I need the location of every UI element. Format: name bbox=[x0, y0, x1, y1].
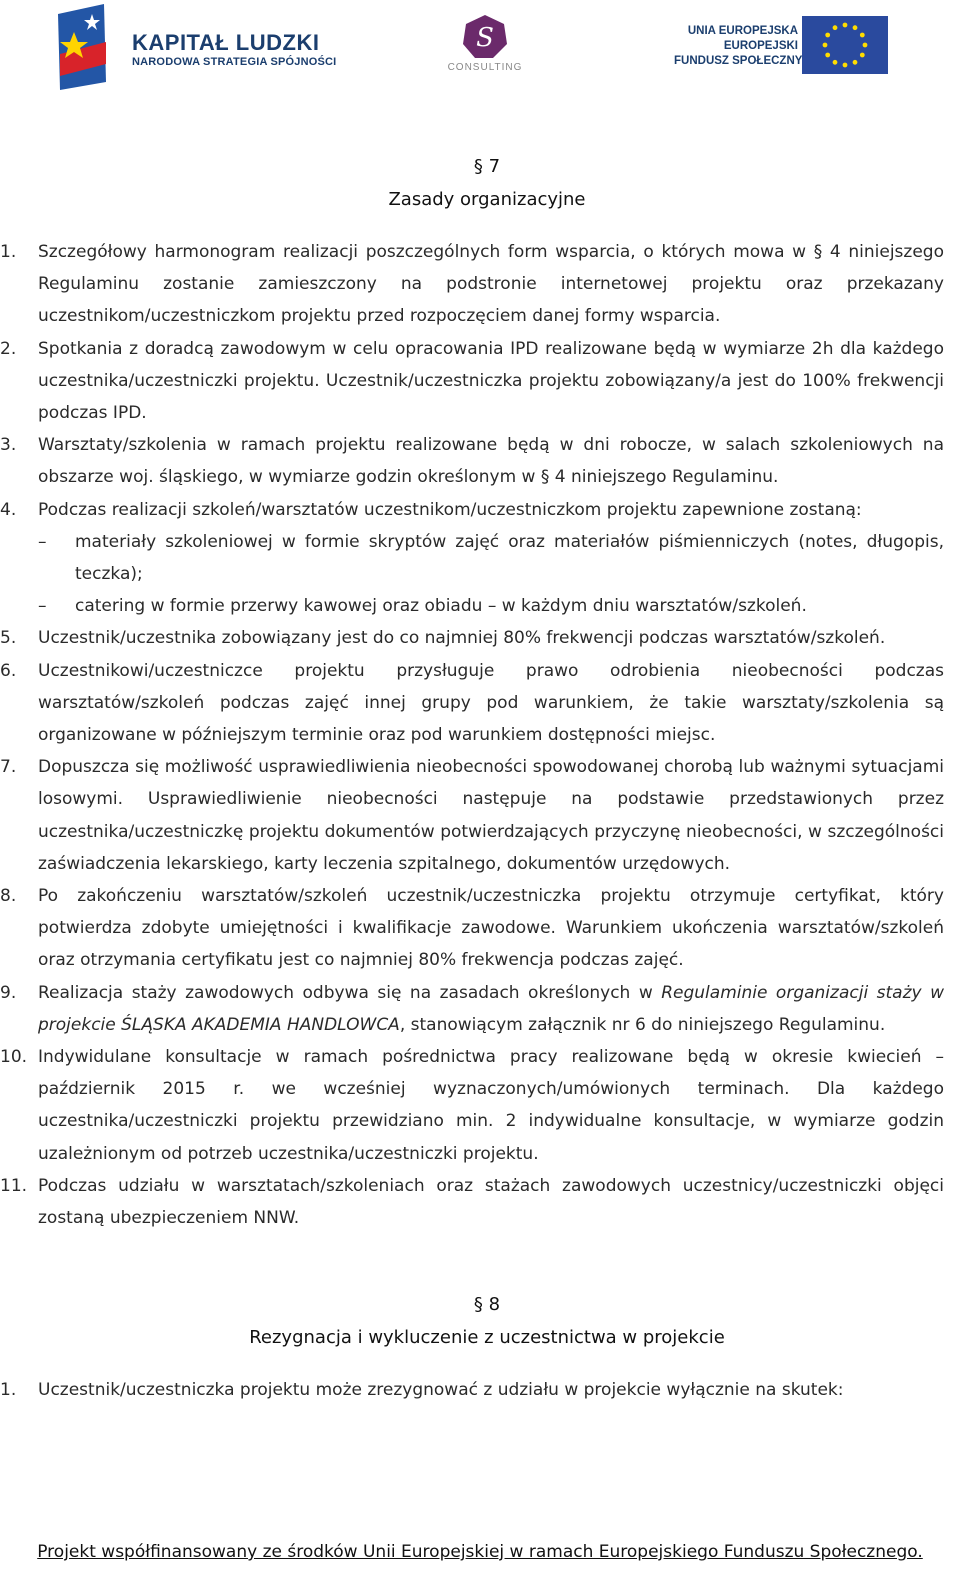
list-item bbox=[0, 1170, 960, 1234]
sub-list-item-text: materiały szkoleniowej w formie skryptów zajęć oraz materiałów piśmienniczych (notes, długopis, teczka); bbox=[75, 531, 944, 585]
section-8-number: § 8 bbox=[473, 1294, 501, 1316]
list-item-number: 11. bbox=[0, 1175, 28, 1196]
list-item-text: Spotkania z doradcą zawodowym w celu opracowania IPD realizowane będą w wymiarze 2h dla każdego uczestnika/uczestniczki projektu. Uczestnik/uczestniczka projektu zobowiązany/a jest do 100% frekwencji podczas IPD. bbox=[38, 338, 944, 424]
list-item bbox=[0, 622, 960, 654]
list-item-text: Podczas realizacji szkoleń/warsztatów uczestnikom/uczestniczkom projektu zapewnione zostaną: bbox=[38, 499, 862, 520]
list-item bbox=[0, 494, 960, 526]
kapital-ludzki-logo bbox=[52, 4, 352, 94]
list-item-text: Po zakończeniu warsztatów/szkoleń uczestnik/uczestniczka projektu otrzymuje certyfikat, który potwierdza zdobyte umiejętności i kwalifikacje zawodowe. Warunkiem ukończenia warsztatów/szkoleń oraz otrzymania certyfikatu jest co najmniej 80% frekwencja podczas zajęć. bbox=[38, 886, 944, 971]
kapital-ludzki-subtitle: NARODOWA STRATEGIA SPÓJNOŚCI bbox=[132, 56, 337, 68]
page-header bbox=[0, 0, 960, 110]
list-item-text: Indywidulane konsultacje w ramach pośrednictwa pracy realizowane będą w okresie kwiecień – październik 2015 r. we wcześniej wyznaczonych/umówionych terminach. Dla każdego uczestnika/uczestniczki projektu przewidziano min. 2 indywidualne konsultacje, w wymiarze godzin uzależnionym od potrzeb uczestnika/uczestniczki projektu. bbox=[38, 1047, 944, 1164]
eu-logo-line1: UNIA EUROPEJSKA bbox=[687, 25, 798, 37]
list-item bbox=[0, 655, 960, 752]
list-item-number: 4. bbox=[0, 499, 17, 520]
kapital-ludzki-flag-icon bbox=[52, 4, 110, 90]
list-item bbox=[0, 977, 960, 1041]
sub-list-item bbox=[0, 590, 960, 622]
s-consulting-mark-icon bbox=[462, 14, 508, 60]
page-footer: Projekt współfinansowany ze środków Unii Europejskiej w ramach Europejskiego Funduszu Społecznego. bbox=[37, 1542, 923, 1562]
list-item-number: 8. bbox=[0, 886, 17, 907]
eu-logo-text bbox=[674, 24, 803, 69]
list-item bbox=[0, 1374, 960, 1406]
list-item-text: Uczestnik/uczestnika zobowiązany jest do co najmniej 80% frekwencji podczas warsztatów/szkoleń. bbox=[38, 628, 886, 649]
list-item-text: Dopuszcza się możliwość usprawiedliwienia nieobecności spowodowanej chorobą lub ważnymi sytuacjami losowymi. Usprawiedliwienie nieobecności następuje na podstawie przedstawionych przez uczestnika/uczestniczkę projektu dokumentów potwierdzających przyczynę nieobecności, w szczególności zaświadczenia lekarskiego, karty leczenia szpitalnego, dokumentów urzędowych. bbox=[38, 757, 944, 874]
list-item-number: 1. bbox=[0, 1380, 17, 1401]
list-item-number: 7. bbox=[0, 757, 17, 778]
list-item-number: 3. bbox=[0, 435, 17, 456]
section-8-list bbox=[0, 1374, 960, 1406]
eu-logo-line3: FUNDUSZ SPOŁECZNY bbox=[674, 55, 803, 67]
eu-logo bbox=[674, 16, 894, 78]
list-item bbox=[0, 429, 960, 493]
list-item-number: 6. bbox=[0, 660, 17, 681]
list-item-text: Podczas udziału w warsztatach/szkoleniach oraz stażach zawodowych uczestnicy/uczestniczki objęci zostaną ubezpieczeniem NNW. bbox=[38, 1175, 944, 1229]
s-consulting-text: CONSULTING bbox=[447, 62, 523, 73]
eu-logo-line2: EUROPEJSKI bbox=[723, 40, 798, 52]
svg-text:S: S bbox=[476, 23, 494, 53]
section-7-title: Zasady organizacyjne bbox=[388, 189, 586, 210]
list-item-number: 2. bbox=[0, 338, 17, 359]
section-7-number: § 7 bbox=[473, 156, 501, 177]
sub-list-item-text: catering w formie przerwy kawowej oraz obiadu – w każdym dniu warsztatów/szkoleń. bbox=[75, 596, 807, 617]
eu-flag-icon bbox=[802, 16, 888, 74]
list-item-text-before: Realizacja staży zawodowych odbywa się na zasadach określonych w bbox=[38, 982, 662, 1003]
list-item-number: 10. bbox=[0, 1047, 28, 1068]
list-item bbox=[0, 751, 960, 880]
section-8-title: Rezygnacja i wykluczenie z uczestnictwa w projekcie bbox=[249, 1327, 725, 1349]
list-item bbox=[0, 236, 960, 333]
dash-marker: – bbox=[38, 596, 47, 617]
list-item-text: Szczegółowy harmonogram realizacji poszczególnych form wsparcia, o których mowa w § 4 niniejszego Regulaminu zostanie zamieszczony na podstronie internetowej projektu oraz przekazany uczestnikom/uczestniczkom projektu przed rozpoczęciem danej formy wsparcia. bbox=[38, 242, 944, 327]
list-item-text-italic: Regulaminie organizacji staży w projekcie ŚLĄSKA AKADEMIA HANDLOWCA bbox=[38, 982, 944, 1035]
list-item-text: Warsztaty/szkolenia w ramach projektu realizowane będą w dni robocze, w salach szkoleniowych na obszarze woj. śląskiego, w wymiarze godzin określonym w § 4 niniejszego Regulaminu. bbox=[38, 435, 944, 488]
list-item-text: Uczestnik/uczestniczka projektu może zrezygnować z udziału w projekcie wyłącznie na skutek: bbox=[38, 1380, 844, 1401]
list-item-number: 9. bbox=[0, 982, 17, 1003]
s-consulting-logo bbox=[440, 14, 530, 84]
list-item-number: 5. bbox=[0, 628, 17, 649]
list-item bbox=[0, 1041, 960, 1170]
section-spacer bbox=[0, 1234, 960, 1288]
list-item-text-after: , stanowiącym załącznik nr 6 do niniejszego Regulaminu. bbox=[399, 1014, 886, 1035]
document-body bbox=[0, 150, 960, 1407]
list-item-number: 1. bbox=[0, 242, 17, 262]
kapital-ludzki-title: KAPITAŁ LUDZKI bbox=[132, 30, 320, 55]
section-7-list bbox=[0, 236, 960, 1234]
sub-list-item bbox=[0, 526, 960, 590]
list-item bbox=[0, 880, 960, 977]
dash-marker: – bbox=[38, 531, 47, 552]
list-item-text: Uczestnikowi/uczestniczce projektu przysługuje prawo odrobienia nieobecności podczas warsztatów/szkoleń podczas zajęć innej grupy pod warunkiem, że takie warsztaty/szkolenia są organizowane w późniejszym terminie oraz pod warunkiem dostępności miejsc. bbox=[38, 660, 944, 746]
list-item bbox=[0, 333, 960, 430]
